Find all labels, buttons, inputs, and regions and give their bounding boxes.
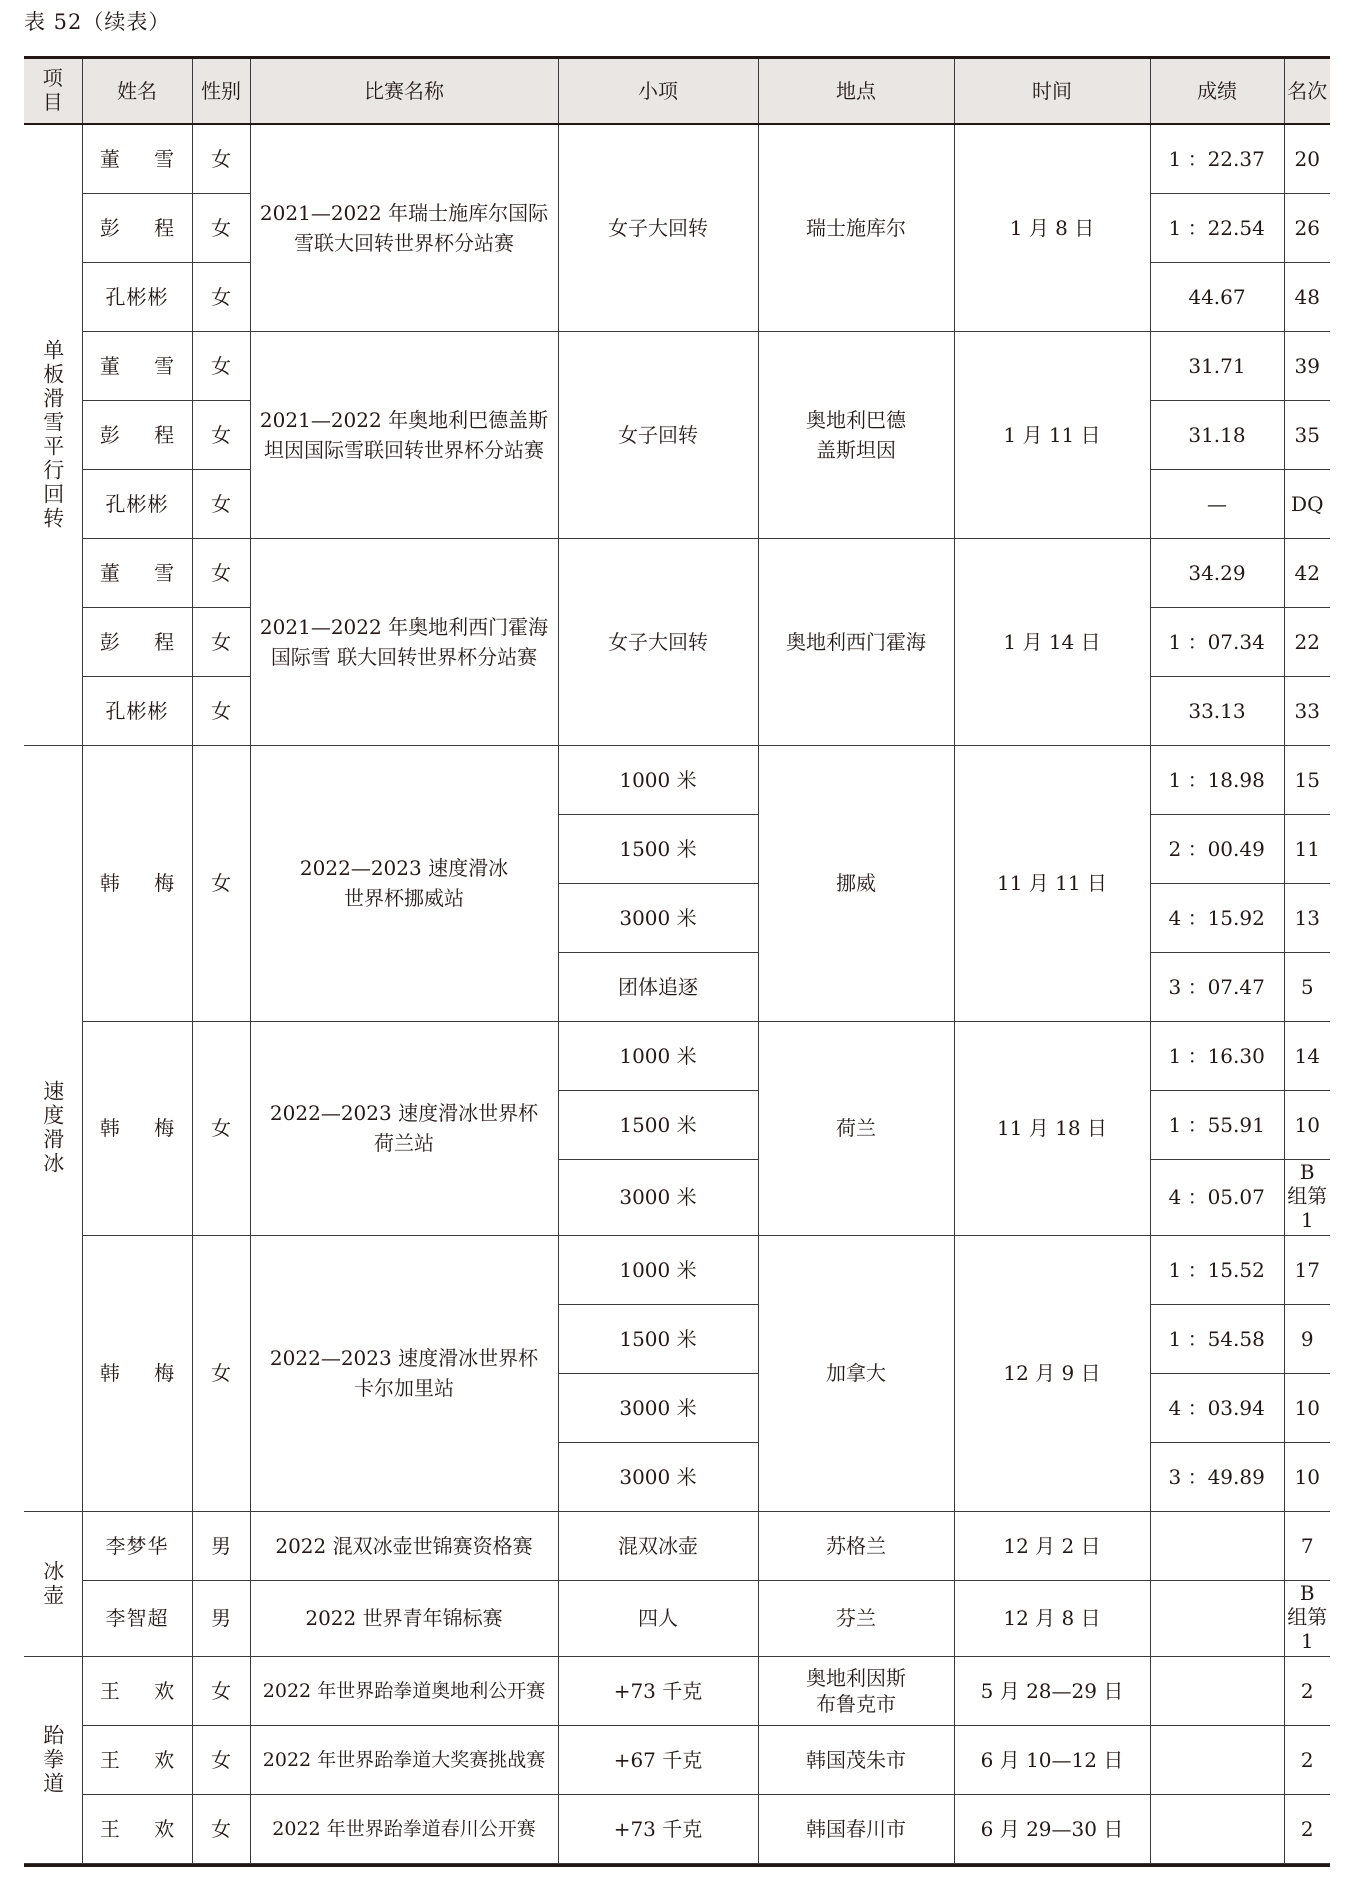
table-row	[24, 1021, 1330, 1090]
event-place: 加拿大	[758, 1235, 954, 1511]
athlete-gender: 女	[192, 1656, 250, 1725]
event-name: 2022 年世界跆拳道春川公开赛	[250, 1794, 558, 1863]
event-time: 1 月 11 日	[954, 331, 1150, 538]
event-name: 2022—2023 速度滑冰世界杯卡尔加里站	[250, 1235, 558, 1511]
result-score	[1150, 1511, 1284, 1580]
result-score: 1 ：22.54	[1150, 193, 1284, 262]
results-table-wrapper	[24, 56, 1330, 1867]
table-row	[24, 1725, 1330, 1794]
event-name: 2022—2023 速度滑冰世界杯挪威站	[250, 745, 558, 1021]
result-rank: 10	[1284, 1373, 1330, 1442]
event-item: 3000 米	[558, 1159, 758, 1235]
event-time: 11 月 11 日	[954, 745, 1150, 1021]
event-name: 2021—2022 年奥地利西门霍海国际雪 联大回转世界杯分站赛	[250, 538, 558, 745]
result-rank: 9	[1284, 1304, 1330, 1373]
athlete-name: 董 雪	[82, 124, 192, 193]
athlete-gender: 女	[192, 607, 250, 676]
result-score: 1 ：15.52	[1150, 1235, 1284, 1304]
result-score: 2 ：00.49	[1150, 814, 1284, 883]
athlete-gender: 女	[192, 331, 250, 400]
result-rank: 35	[1284, 400, 1330, 469]
result-rank: 26	[1284, 193, 1330, 262]
result-score	[1150, 1656, 1284, 1725]
result-rank: 13	[1284, 883, 1330, 952]
result-score: 4 ：15.92	[1150, 883, 1284, 952]
event-item: 3000 米	[558, 883, 758, 952]
result-rank: B 组第1	[1284, 1159, 1330, 1235]
event-item: 1500 米	[558, 1304, 758, 1373]
event-item: +73 千克	[558, 1656, 758, 1725]
event-name: 2021—2022 年瑞士施库尔国际雪联大回转世界杯分站赛	[250, 124, 558, 331]
result-score: 4 ：05.07	[1150, 1159, 1284, 1235]
header-time: 时间	[954, 58, 1150, 125]
event-item: +73 千克	[558, 1794, 758, 1863]
event-place: 瑞士施库尔	[758, 124, 954, 331]
athlete-name: 韩 梅	[82, 745, 192, 1021]
result-rank: 20	[1284, 124, 1330, 193]
event-place: 芬兰	[758, 1580, 954, 1656]
result-score: 1 ：22.37	[1150, 124, 1284, 193]
event-name: 2022 年世界跆拳道大奖赛挑战赛	[250, 1725, 558, 1794]
event-name: 2022 混双冰壶世锦赛资格赛	[250, 1511, 558, 1580]
athlete-name: 韩 梅	[82, 1021, 192, 1235]
athlete-gender: 女	[192, 1021, 250, 1235]
event-item: 1000 米	[558, 1021, 758, 1090]
athlete-gender: 女	[192, 745, 250, 1021]
table-row	[24, 1794, 1330, 1863]
event-time: 1 月 14 日	[954, 538, 1150, 745]
athlete-gender: 女	[192, 1725, 250, 1794]
result-score: 1 ：55.91	[1150, 1090, 1284, 1159]
table-caption: 表 52（续表）	[24, 10, 171, 34]
category-snowboard: 单板滑雪平行回转	[24, 124, 82, 745]
event-time: 6 月 29—30 日	[954, 1794, 1150, 1863]
table-row	[24, 124, 1330, 193]
table-body	[24, 124, 1330, 1863]
header-gender: 性别	[192, 58, 250, 125]
athlete-gender: 女	[192, 193, 250, 262]
result-rank: 7	[1284, 1511, 1330, 1580]
athlete-gender: 女	[192, 538, 250, 607]
event-place: 奥地利巴德盖斯坦因	[758, 331, 954, 538]
athlete-gender: 男	[192, 1511, 250, 1580]
athlete-name: 王 欢	[82, 1725, 192, 1794]
result-rank: 48	[1284, 262, 1330, 331]
event-name: 2022—2023 速度滑冰世界杯荷兰站	[250, 1021, 558, 1235]
athlete-gender: 女	[192, 1235, 250, 1511]
athlete-name: 李梦华	[82, 1511, 192, 1580]
event-place: 韩国春川市	[758, 1794, 954, 1863]
athlete-name: 彭 程	[82, 607, 192, 676]
event-time: 12 月 8 日	[954, 1580, 1150, 1656]
result-rank: 33	[1284, 676, 1330, 745]
event-name: 2021—2022 年奥地利巴德盖斯坦因国际雪联回转世界杯分站赛	[250, 331, 558, 538]
athlete-gender: 女	[192, 1794, 250, 1863]
result-score	[1150, 1725, 1284, 1794]
event-time: 12 月 2 日	[954, 1511, 1150, 1580]
table-row	[24, 745, 1330, 814]
event-place: 苏格兰	[758, 1511, 954, 1580]
result-rank: 2	[1284, 1656, 1330, 1725]
event-item: 女子大回转	[558, 538, 758, 745]
result-score: —	[1150, 469, 1284, 538]
result-score: 44.67	[1150, 262, 1284, 331]
table-row	[24, 1656, 1330, 1725]
athlete-name: 孔彬彬	[82, 676, 192, 745]
result-score	[1150, 1580, 1284, 1656]
result-rank: 17	[1284, 1235, 1330, 1304]
result-score: 3 ：49.89	[1150, 1442, 1284, 1511]
table-row	[24, 1511, 1330, 1580]
result-score: 34.29	[1150, 538, 1284, 607]
result-rank: 2	[1284, 1725, 1330, 1794]
header-event: 比赛名称	[250, 58, 558, 125]
header-place: 地点	[758, 58, 954, 125]
athlete-name: 王 欢	[82, 1656, 192, 1725]
athlete-gender: 女	[192, 400, 250, 469]
athlete-name: 董 雪	[82, 331, 192, 400]
event-item: 1500 米	[558, 1090, 758, 1159]
table-row	[24, 538, 1330, 607]
result-score: 1 ：18.98	[1150, 745, 1284, 814]
result-score: 31.71	[1150, 331, 1284, 400]
event-item: 混双冰壶	[558, 1511, 758, 1580]
result-rank: 14	[1284, 1021, 1330, 1090]
result-score: 1 ：54.58	[1150, 1304, 1284, 1373]
athlete-gender: 女	[192, 469, 250, 538]
athlete-gender: 女	[192, 262, 250, 331]
athlete-name: 李智超	[82, 1580, 192, 1656]
result-rank: 10	[1284, 1090, 1330, 1159]
event-item: 1000 米	[558, 1235, 758, 1304]
result-rank: B 组第 1	[1284, 1580, 1330, 1656]
athlete-name: 王 欢	[82, 1794, 192, 1863]
event-name: 2022 年世界跆拳道奥地利公开赛	[250, 1656, 558, 1725]
header-rank: 名次	[1284, 58, 1330, 125]
event-item: 四人	[558, 1580, 758, 1656]
event-place: 奥地利西门霍海	[758, 538, 954, 745]
header-score: 成绩	[1150, 58, 1284, 125]
event-item: +67 千克	[558, 1725, 758, 1794]
table-row	[24, 1235, 1330, 1304]
result-rank: 42	[1284, 538, 1330, 607]
header-item: 小项	[558, 58, 758, 125]
athlete-gender: 男	[192, 1580, 250, 1656]
result-rank: DQ	[1284, 469, 1330, 538]
category-taekwondo: 跆拳道	[24, 1656, 82, 1863]
result-score	[1150, 1794, 1284, 1863]
event-item: 1000 米	[558, 745, 758, 814]
result-rank: 10	[1284, 1442, 1330, 1511]
event-item: 女子大回转	[558, 124, 758, 331]
athlete-name: 董 雪	[82, 538, 192, 607]
results-table	[24, 56, 1330, 1864]
event-time: 1 月 8 日	[954, 124, 1150, 331]
result-score: 3 ：07.47	[1150, 952, 1284, 1021]
result-rank: 11	[1284, 814, 1330, 883]
result-rank: 5	[1284, 952, 1330, 1021]
event-item: 团体追逐	[558, 952, 758, 1021]
table-row	[24, 1580, 1330, 1656]
event-item: 女子回转	[558, 331, 758, 538]
athlete-name: 韩 梅	[82, 1235, 192, 1511]
athlete-name: 孔彬彬	[82, 262, 192, 331]
result-score: 4 ：03.94	[1150, 1373, 1284, 1442]
header-row	[24, 58, 1330, 125]
event-place: 韩国茂朱市	[758, 1725, 954, 1794]
event-time: 6 月 10—12 日	[954, 1725, 1150, 1794]
result-score: 1 ：16.30	[1150, 1021, 1284, 1090]
result-rank: 2	[1284, 1794, 1330, 1863]
category-curling: 冰壶	[24, 1511, 82, 1656]
athlete-name: 孔彬彬	[82, 469, 192, 538]
header-category: 项目	[24, 58, 82, 125]
result-rank: 39	[1284, 331, 1330, 400]
table-bottom-rule	[24, 1864, 1330, 1867]
athlete-name: 彭 程	[82, 400, 192, 469]
athlete-name: 彭 程	[82, 193, 192, 262]
result-score: 1 ：07.34	[1150, 607, 1284, 676]
category-speed-skating: 速度滑冰	[24, 745, 82, 1511]
result-rank: 22	[1284, 607, 1330, 676]
result-score: 33.13	[1150, 676, 1284, 745]
event-name: 2022 世界青年锦标赛	[250, 1580, 558, 1656]
result-rank: 15	[1284, 745, 1330, 814]
result-score: 31.18	[1150, 400, 1284, 469]
event-time: 12 月 9 日	[954, 1235, 1150, 1511]
table-row	[24, 331, 1330, 400]
header-name: 姓名	[82, 58, 192, 125]
event-time: 5 月 28—29 日	[954, 1656, 1150, 1725]
event-item: 3000 米	[558, 1373, 758, 1442]
event-place: 荷兰	[758, 1021, 954, 1235]
event-place: 挪威	[758, 745, 954, 1021]
event-item: 1500 米	[558, 814, 758, 883]
event-item: 3000 米	[558, 1442, 758, 1511]
athlete-gender: 女	[192, 676, 250, 745]
event-time: 11 月 18 日	[954, 1021, 1150, 1235]
event-place: 奥地利因斯布鲁克市	[758, 1656, 954, 1725]
athlete-gender: 女	[192, 124, 250, 193]
